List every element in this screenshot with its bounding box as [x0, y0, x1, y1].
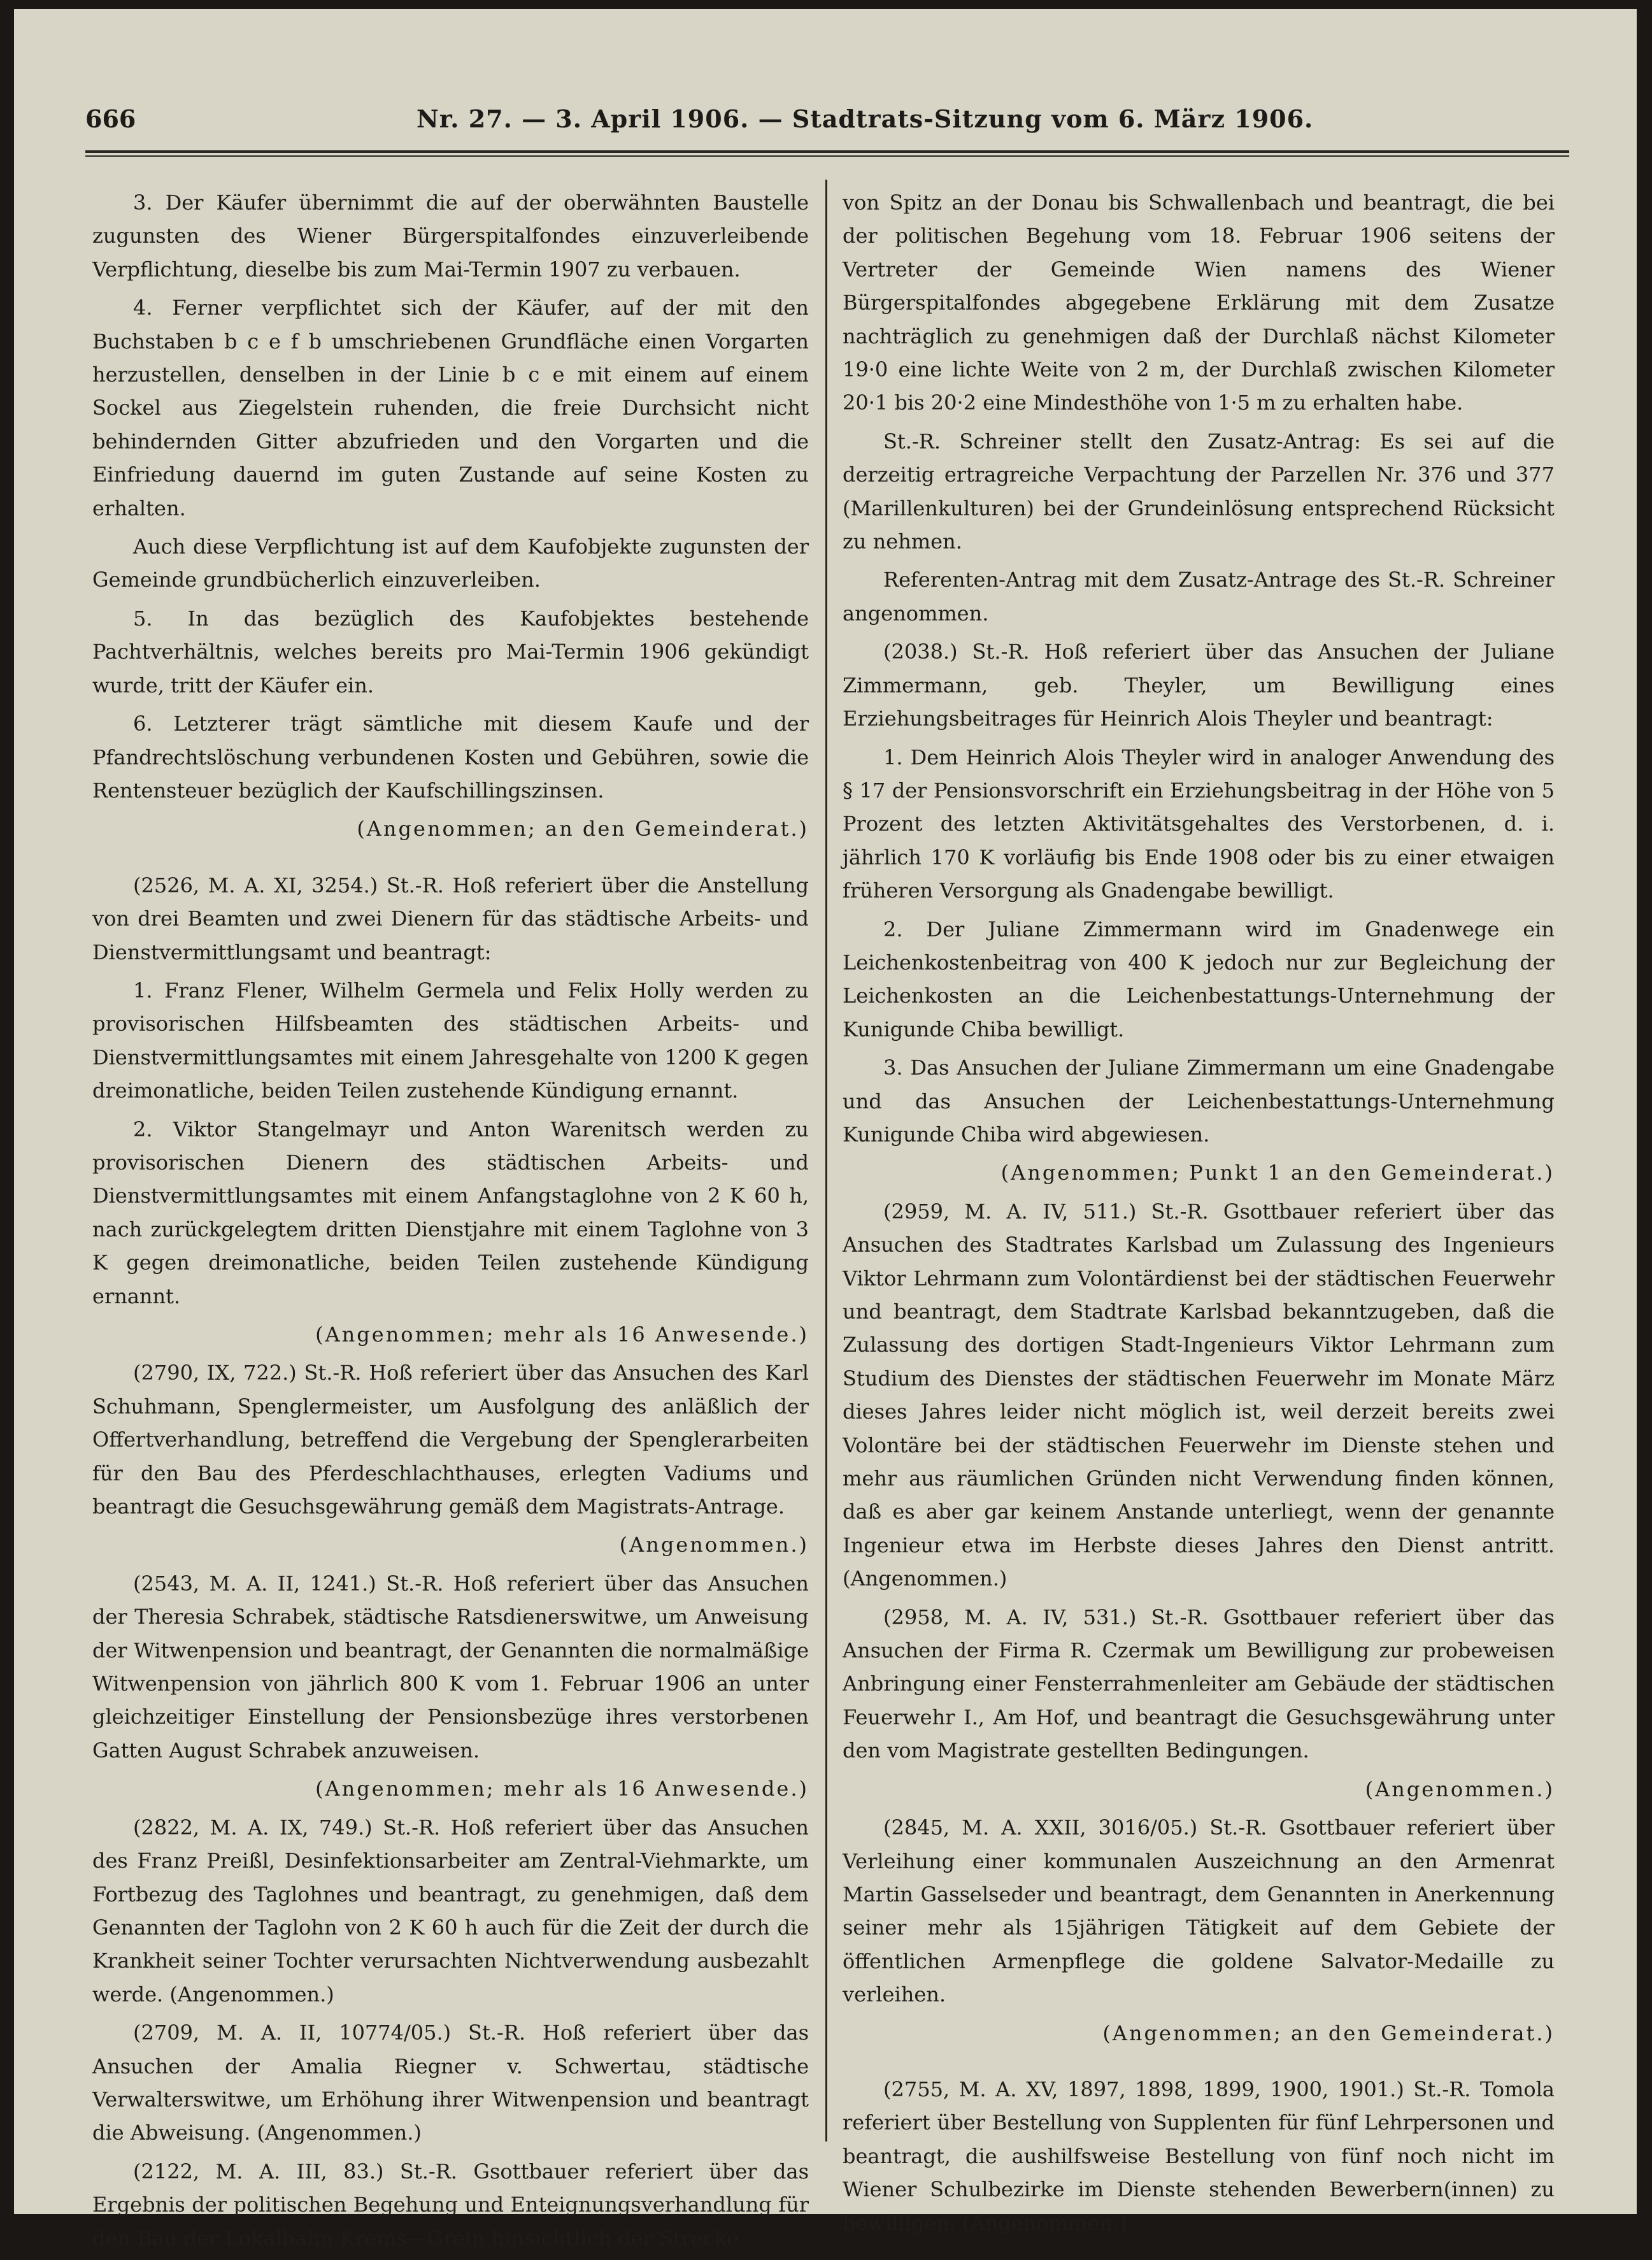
paragraph: 4. Ferner verpflichtet sich der Käufer, auf der mit den Buchstaben b c e f b umschriebenen Grundfläche einen Vorgarten herzustellen, denselben in der Linie b c e mit einem auf einem Sockel aus Ziegelstein ruhenden, die freie Durchsicht nicht behindernden Gitter abzufrieden und den Vorgarten und die Einfriedung dauernd im guten Zustande auf seine Kosten zu erhalten.: [92, 296, 809, 520]
paragraph: (2959, M. A. IV, 511.) St.-R. Gsottbauer referiert über das Ansuchen des Stadtrates Karlsbad um Zulassung des Ingenieurs Viktor Lehrmann zum Volontärdienst bei der städtischen Feuerwehr und beantragt, dem Stadtrate Karlsbad bekanntzugeben, daß die Zulassung des dortigen Stadt-Ingenieurs Viktor Lehrmann zum Studium des Dienstes der städtischen Feuerwehr im Monate März dieses Jahres leider nicht möglich ist, weil derzeit bereits zwei Volontäre bei der städtischen Feuerwehr im Dienste stehen und mehr aus räumlichen Gründen nicht Verwendung finden können, daß es aber gar keinem Anstande unterliegt, wenn der genannte Ingenieur etwa im Herbste dieses Jahres den Dienst antritt. (Angenommen.): [843, 1199, 1555, 1591]
paragraph: 1. Dem Heinrich Alois Theyler wird in analoger Anwendung des § 17 der Pensionsvorschrift ein Erziehungsbeitrag in der Höhe von 5 Prozent des letzten Aktivitätsgehaltes des Verstorbenen, d. i. jährlich 170 K vorläufig bis Ende 1908 oder bis zu einer etwaigen früheren Versorgung als Gnadengabe bewilligt.: [843, 745, 1555, 903]
resolution-note: (Angenommen; an den Gemeinderat.): [357, 817, 809, 841]
paragraph: von Spitz an der Donau bis Schwallenbach und beantragt, die bei der politischen Begehung vom 18. Februar 1906 seitens der Vertreter der Gemeinde Wien namens des Wiener Bürgerspitalfondes abgegebene Erklärung mit dem Zusatze nachträglich zu genehmigen daß der Durchlaß nächst Kilometer 19·0 eine lichte Weite von 2 m, der Durchlaß zwischen Kilometer 20·1 bis 20·2 eine Mindesthöhe von 1·5 m zu erhalten habe.: [843, 190, 1555, 415]
paragraph: 2. Der Juliane Zimmermann wird im Gnadenwege ein Leichenkostenbeitrag von 400 K jedoch nur zur Begleichung der Leichenkosten an die Leichenbestattungs-Unternehmung der Kunigunde Chiba bewilligt.: [843, 917, 1555, 1041]
left-column: [92, 186, 809, 2260]
paragraph: (2790, IX, 722.) St.-R. Hoß referiert über das Ansuchen des Karl Schuhmann, Spenglermeister, um Ausfolgung des anläßlich der Offertverhandlung, betreffend die Vergebung der Spenglerarbeiten für den Bau des Pferdeschlachthauses, erlegten Vadiums und beantragt die Gesuchsgewährung gemäß dem Magistrats-Antrage.: [92, 1361, 809, 1519]
document-page: [14, 9, 1637, 2250]
paragraph: 2. Viktor Stangelmayr und Anton Warenitsch werden zu provisorischen Dienern des städtischen Arbeits- und Dienstvermittlungsamtes mit einem Anfangstaglohne von 2 K 60 h, nach zurückgelegtem dritten Dienstjahre mit einem Taglohne von 3 K gegen dreimonatliche, beiden Teilen zustehende Kündigung ernannt.: [92, 1117, 809, 1308]
paragraph: (2122, M. A. III, 83.) St.-R. Gsottbauer referiert über das Ergebnis der politischen Begehung und Enteignungsverhandlung für den Bau der Lokalbahn Krems—Grein hinsichtlich der Strecke: [92, 2159, 809, 2250]
paragraph: 3. Der Käufer übernimmt die auf der oberwähnten Baustelle zugunsten des Wiener Bürgerspitalfondes einzuverleibende Verpflichtung, dieselbe bis zum Mai-Termin 1907 zu verbauen.: [92, 190, 809, 282]
paragraph: (2543, M. A. II, 1241.) St.-R. Hoß referiert über das Ansuchen der Theresia Schrabek, städtische Ratsdienerswitwe, um Anweisung der Witwenpension und beantragt, der Genannten die normalmäßige Witwenpension von jährlich 800 K vom 1. Februar 1906 an unter gleichzeitiger Einstellung der Pensionsbezüge ihres verstorbenen Gatten August Schrabek anzuweisen.: [92, 1571, 809, 1763]
paragraph: 1. Franz Flener, Wilhelm Germela und Felix Holly werden zu provisorischen Hilfsbeamten des städtischen Arbeits- und Dienstvermittlungsamtes mit einem Jahresgehalte von 1200 K gegen dreimonatliche, beiden Teilen zustehende Kündigung ernannt.: [92, 978, 809, 1103]
header-rule-thin: [85, 155, 1569, 157]
running-title: Nr. 27. — 3. April 1906. — Stadtrats-Sitzung vom 6. März 1906.: [417, 104, 1314, 133]
right-column: [843, 186, 1555, 2245]
column-divider: [825, 180, 827, 2142]
resolution-note: (Angenommen; Punkt 1 an den Gemeinderat.): [1000, 1161, 1555, 1185]
paragraph: 3. Das Ansuchen der Juliane Zimmermann um eine Gnadengabe und das Ansuchen der Leichenbestattungs-Unternehmung Kunigunde Chiba wird abgewiesen.: [843, 1055, 1555, 1147]
paragraph: (2755, M. A. XV, 1897, 1898, 1899, 1900, 1901.) St.-R. Tomola referiert über Bestellung von Supplenten für fünf Lehrpersonen und beantragt, die aushilfsweise Bestellung von fünf noch nicht im Wiener Schulbezirke im Dienste stehenden Bewerbern(innen) zu bewilligen. (Angenommen.): [843, 2077, 1555, 2235]
resolution-note: (Angenommen; mehr als 16 Anwesende.): [315, 1322, 809, 1347]
paragraph: 5. In das bezüglich des Kaufobjektes bestehende Pachtverhältnis, welches bereits pro Mai-Termin 1906 gekündigt wurde, tritt der Käufer ein.: [92, 606, 809, 697]
page-number: 666: [85, 104, 136, 133]
resolution-note: (Angenommen.): [1365, 1777, 1555, 1801]
header-rule: [85, 150, 1569, 153]
resolution-note: (Angenommen; an den Gemeinderat.): [1102, 2020, 1555, 2045]
paragraph: (2709, M. A. II, 10774/05.) St.-R. Hoß referiert über das Ansuchen der Amalia Riegner v. Schwertau, städtische Verwalterswitwe, um Erhöhung ihrer Witwenpension und beantragt die Abweisung. (Angenommen.): [92, 2020, 809, 2145]
paragraph: (2526, M. A. XI, 3254.) St.-R. Hoß referiert über die Anstellung von drei Beamten und zwei Dienern für das städtische Arbeits- und Dienstvermittlungsamt und beantragt:: [92, 873, 809, 964]
paragraph: Referenten-Antrag mit dem Zusatz-Antrage des St.-R. Schreiner angenommen.: [843, 568, 1555, 626]
resolution-note: (Angenommen; mehr als 16 Anwesende.): [315, 1777, 809, 1801]
paragraph: (2038.) St.-R. Hoß referiert über das Ansuchen der Juliane Zimmermann, geb. Theyler, um Bewilligung eines Erziehungsbeitrages für Heinrich Alois Theyler und beantragt:: [843, 640, 1555, 731]
page-header: [85, 104, 1569, 149]
paragraph: (2958, M. A. IV, 531.) St.-R. Gsottbauer referiert über das Ansuchen der Firma R. Czermak um Bewilligung zur probeweisen Anbringung einer Fensterrahmenleiter am Gebäude der städtischen Feuerwehr I., Am Hof, und beantragt die Gesuchsgewährung unter den vom Magistrate gestellten Bedingungen.: [843, 1605, 1555, 1763]
paragraph: (2845, M. A. XXII, 3016/05.) St.-R. Gsottbauer referiert über Verleihung einer kommunalen Auszeichnung an den Armenrat Martin Gasselseder und beantragt, dem Genannten in Anerkennung seiner mehr als 15jährigen Tätigkeit auf dem Gebiete der öffentlichen Armenpflege die goldene Salvator-Medaille zu verleihen.: [843, 1815, 1555, 2007]
resolution-note: (Angenommen.): [619, 1533, 809, 1557]
paragraph: (2822, M. A. IX, 749.) St.-R. Hoß referiert über das Ansuchen des Franz Preißl, Desinfektionsarbeiter am Zentral-Viehmarkte, um Fortbezug des Taglohnes und beantragt, zu genehmigen, daß dem Genannten der Taglohn von 2 K 60 h auch für die Zeit der durch die Krankheit seiner Tochter verursachten Nichtverwendung ausbezahlt werde. (Angenommen.): [92, 1815, 809, 2006]
paragraph: St.-R. Schreiner stellt den Zusatz-Antrag: Es sei auf die derzeitig ertragreiche Verpachtung der Parzellen Nr. 376 und 377 (Marillenkulturen) bei der Grundeinlösung entsprechend Rücksicht zu nehmen.: [843, 429, 1555, 554]
paragraph: 6. Letzterer trägt sämtliche mit diesem Kaufe und der Pfandrechtslöschung verbundenen Kosten und Gebühren, sowie die Rentensteuer bezüglich der Kaufschillingszinsen.: [92, 712, 809, 803]
paragraph: Auch diese Verpflichtung ist auf dem Kaufobjekte zugunsten der Gemeinde grundbücherlich einzuverleiben.: [92, 534, 809, 592]
